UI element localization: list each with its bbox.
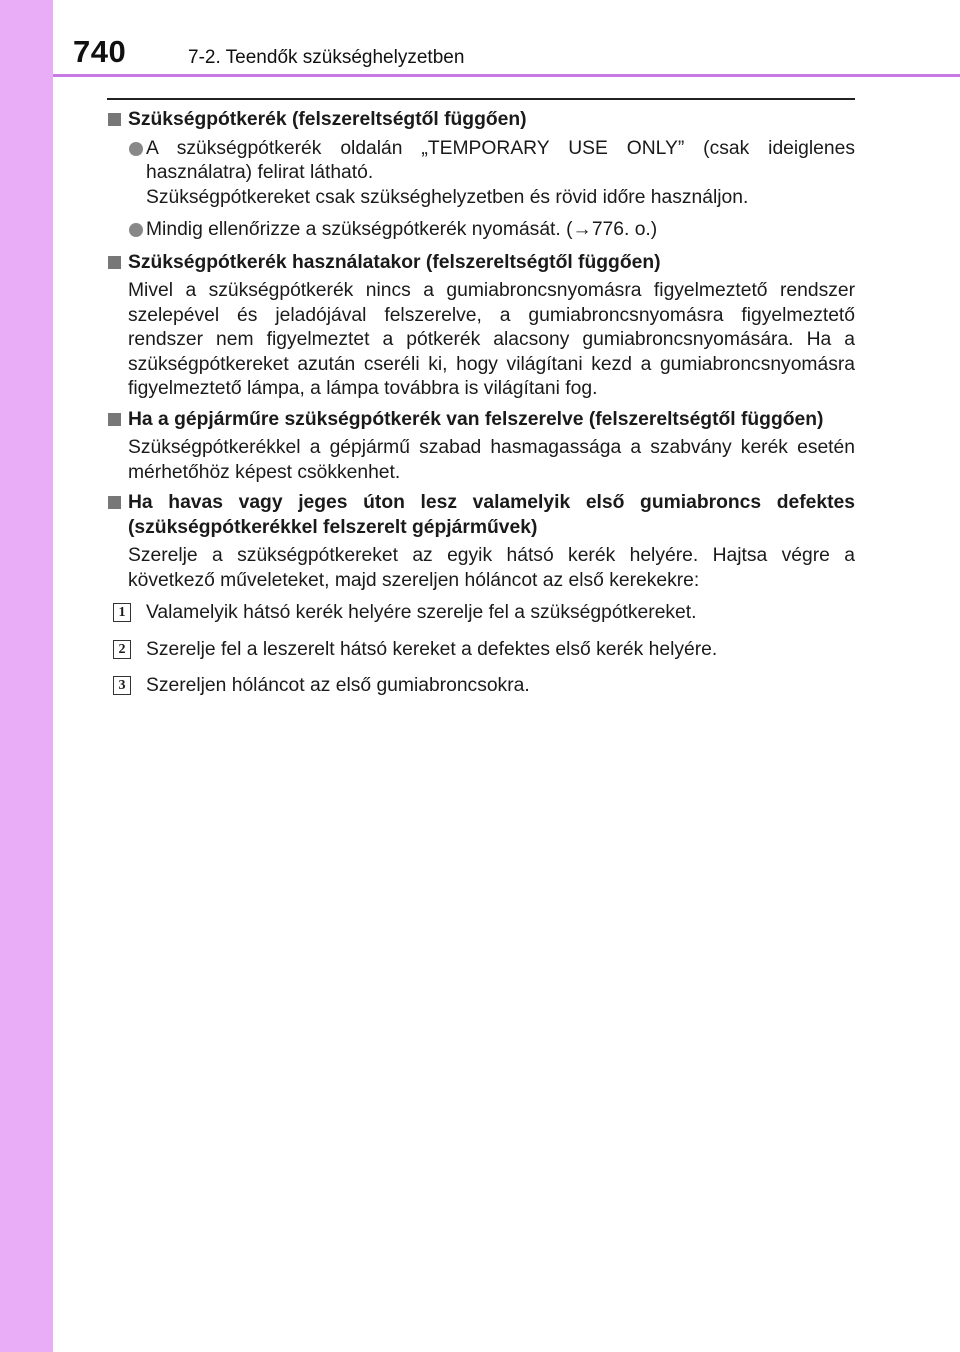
page-number: 740 [73, 34, 127, 69]
bullet-text-extra: Szükségpótkereket csak szükséghelyzetben és rövid időre használjon. [146, 186, 749, 208]
section-heading: Szükségpótkerék használatakor (felszereltségtől függően) [107, 251, 855, 276]
section-ground-clearance [107, 408, 855, 486]
step-item [107, 674, 855, 699]
step-number-box: 1 [113, 603, 131, 622]
step-text: Valamelyik hátsó kerék helyére szerelje fel a szükségpótkereket. [146, 602, 697, 623]
section-body: Szükségpótkerékkel a gépjármű szabad hasmagassága a szabvány kerék esetén mérhetőhöz képest csökkenhet. [128, 437, 855, 483]
step-item [107, 601, 855, 626]
square-bullet-icon [108, 496, 121, 509]
section-spare-tire-usage [107, 251, 855, 402]
section-heading: Ha havas vagy jeges úton lesz valamelyik első gumiabroncs defektes (szükségpótkerékkel felszerelt gépjárművek) [107, 491, 855, 540]
step-text: Szereljen hóláncot az első gumiabroncsokra. [146, 675, 530, 696]
section-heading: Ha a gépjárműre szükségpótkerék van felszerelve (felszereltségtől függően) [107, 408, 855, 433]
side-tab [0, 0, 53, 1352]
section-heading: Szükségpótkerék (felszereltségtől függően) [107, 108, 855, 133]
bullet-item [107, 137, 855, 211]
section-body: Szerelje a szükségpótkereket az egyik hátsó kerék helyére. Hajtsa végre a következő műveleteket, majd szereljen hóláncot az első kerekekre: [128, 545, 855, 591]
circle-bullet-icon [129, 223, 143, 237]
square-bullet-icon [108, 113, 121, 126]
chapter-title: 7-2. Teendők szükséghelyzetben [188, 47, 465, 68]
page-content [107, 108, 855, 711]
bullet-item [107, 218, 855, 243]
square-bullet-icon [108, 413, 121, 426]
section-divider [107, 98, 855, 100]
section-body: Mivel a szükségpótkerék nincs a gumiabroncsnyomásra figyelmeztető rendszer szelepével és jeladójával felszerelve, a gumiabroncsnyomásra figyelmeztető rendszer nem figyelmeztet a pótkerék alacsony gumiabroncsnyomására. Ha a szükségpótkereket azután cseréli ki, hogy világítani kezd a gumiabroncsnyomásra figyelmeztető lámpa, a lámpa továbbra is világítani fog. [128, 280, 855, 399]
section-spare-tire [107, 108, 855, 243]
section-snow-chains [107, 491, 855, 699]
square-bullet-icon [108, 256, 121, 269]
step-item [107, 638, 855, 663]
header-divider [53, 74, 960, 77]
bullet-text: Mindig ellenőrizze a szükségpótkerék nyomását. (→776. o.) [146, 219, 658, 240]
step-text: Szerelje fel a leszerelt hátsó kereket a defektes első kerék helyére. [146, 638, 718, 660]
bullet-text: A szükségpótkerék oldalán „TEMPORARY USE ONLY” (csak ideiglenes használatra) felirat látható. [146, 137, 855, 183]
step-number-box: 2 [113, 640, 131, 659]
step-number-box: 3 [113, 676, 131, 695]
circle-bullet-icon [129, 142, 143, 156]
